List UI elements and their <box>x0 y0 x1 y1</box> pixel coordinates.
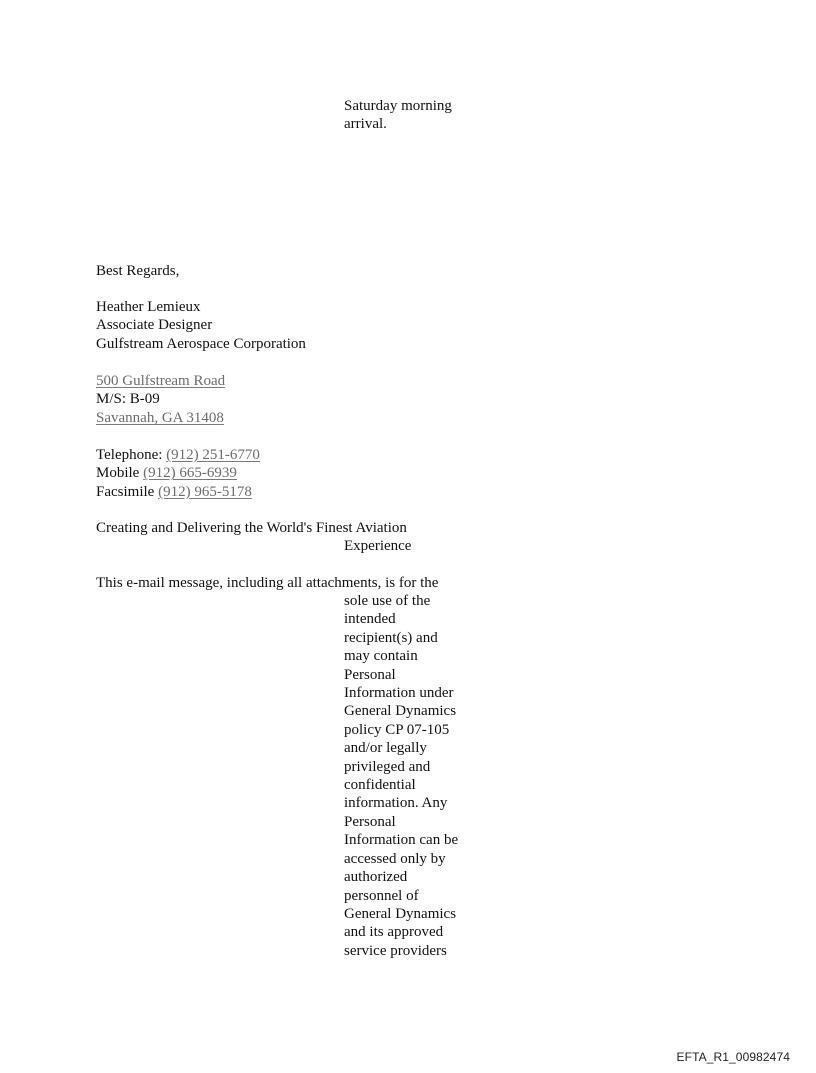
sender-name: Heather Lemieux <box>96 299 201 315</box>
disclaimer-line: authorized <box>344 869 408 886</box>
disclaimer-line: may contain <box>344 648 418 665</box>
message-fragment <box>344 97 484 134</box>
disclaimer-line: recipient(s) and <box>344 629 438 646</box>
disclaimer-line: Information can be <box>344 832 459 849</box>
disclaimer-body <box>344 592 474 960</box>
mobile-link[interactable]: (912) 665-6939 <box>143 465 237 482</box>
sender-title: Associate Designer <box>96 317 213 334</box>
disclaimer-line: service providers <box>344 942 447 959</box>
telephone-link[interactable]: (912) 251-6770 <box>166 447 260 463</box>
address-city-link[interactable]: Savannah, GA 31408 <box>96 409 224 426</box>
fax-row <box>96 483 260 501</box>
sender-block <box>96 298 306 353</box>
sender-company: Gulfstream Aerospace Corporation <box>96 335 306 352</box>
telephone-row <box>96 446 260 464</box>
disclaimer-line: and its approved <box>344 924 444 941</box>
mail-stop: M/S: B-09 <box>96 391 160 408</box>
telephone-label: Telephone: <box>96 447 167 463</box>
disclaimer-line: information. Any <box>344 795 448 812</box>
mobile-row <box>96 464 260 482</box>
company-tagline: Creating and Delivering the World's Finest Aviation <box>96 520 407 536</box>
disclaimer-line: accessed only by <box>344 850 446 867</box>
mobile-label: Mobile <box>96 465 144 482</box>
disclaimer-line: sole use of the <box>344 593 431 609</box>
fax-link[interactable]: (912) 965-5178 <box>158 483 252 500</box>
disclaimer-line: and/or legally <box>344 740 427 757</box>
disclaimer-line: privileged and <box>344 758 431 775</box>
disclaimer-line: General Dynamics <box>344 703 457 720</box>
address-block <box>96 372 225 427</box>
fragment-line: arrival. <box>344 116 387 133</box>
fax-label: Facsimile <box>96 483 159 500</box>
fragment-line: Saturday morning <box>344 98 452 114</box>
disclaimer-lead: This e-mail message, including all attachments, is for the <box>96 575 439 591</box>
closing-salutation: Best Regards, <box>96 263 180 279</box>
disclaimer-line: policy CP 07-105 <box>344 721 450 738</box>
disclaimer-line: General Dynamics <box>344 905 457 922</box>
document-id-stamp: EFTA_R1_00982474 <box>676 1050 790 1064</box>
disclaimer-line: confidential <box>344 777 416 794</box>
disclaimer-line: Personal <box>344 813 396 830</box>
disclaimer-line: personnel of <box>344 887 419 904</box>
phone-block <box>96 446 260 501</box>
company-tagline-continued: Experience <box>344 538 412 554</box>
disclaimer-line: intended <box>344 611 396 628</box>
disclaimer-line: Personal <box>344 666 396 683</box>
address-street-link[interactable]: 500 Gulfstream Road <box>96 373 226 389</box>
disclaimer-line: Information under <box>344 685 454 702</box>
